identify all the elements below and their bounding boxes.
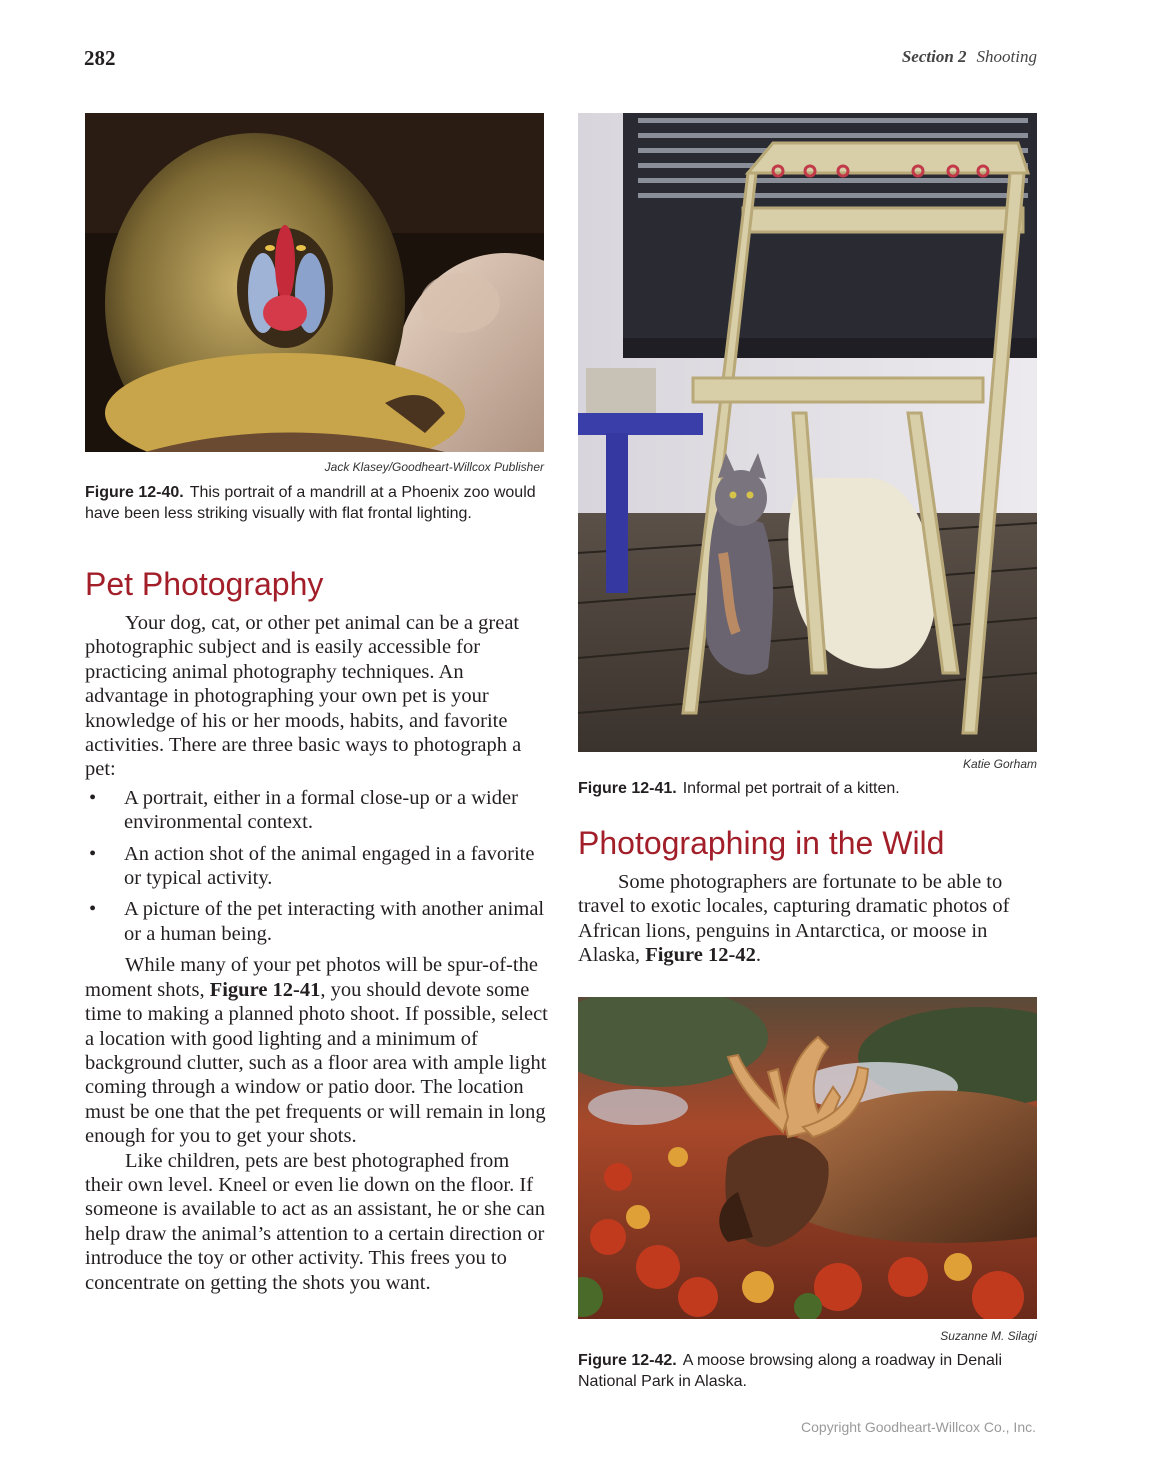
wild-photography-heading: Photographing in the Wild xyxy=(578,825,945,861)
running-header xyxy=(902,47,1037,67)
mandrill-photo xyxy=(85,113,544,452)
figure-12-42-text: A moose browsing along a roadway in Denali National Park in Alaska. xyxy=(578,1352,1002,1390)
kitten-chair-illustration xyxy=(578,113,1037,752)
kitten-photo xyxy=(578,113,1037,752)
list-item: • An action shot of the animal engaged in a favorite or typical activity. xyxy=(89,842,535,890)
section-title: Shooting xyxy=(976,47,1037,66)
figure-reference: Figure 12-42 xyxy=(645,944,756,967)
bullet-marker: • xyxy=(89,842,97,865)
section-label: Section 2 xyxy=(901,47,967,66)
pet-planned-shoot-paragraph: While many of your pet photos will be spur-of-the moment shots, Figure 12-41, you should devote some time to making a planned photo shoot. If possible, select a location with good lighting and a minimum of background clutter, such as a floor area with ample light coming through a window or patio door. The location must be one that the pet frequents or will remain in long enough for you to get your shots. xyxy=(85,954,548,1148)
pet-intro-paragraph: Your dog, cat, or other pet animal can be a great photographic subject and is easily accessible for practicing animal photography techniques. An advantage in photographing your own pet is your knowledge of his or her moods, habits, and favorite activities. There are three basic ways to photograph a pet: xyxy=(85,612,522,781)
figure-12-41-text: Informal pet portrait of a kitten. xyxy=(682,780,900,797)
figure-12-41-credit: Katie Gorham xyxy=(962,757,1037,771)
figure-12-40-credit: Jack Klasey/Goodheart-Willcox Publisher xyxy=(324,460,544,474)
copyright-notice: Copyright Goodheart-Willcox Co., Inc. xyxy=(801,1419,1036,1435)
list-item: • A picture of the pet interacting with another animal or a human being. xyxy=(89,898,545,945)
pet-methods-list xyxy=(85,786,550,946)
figure-12-40-label: Figure 12-40. xyxy=(85,484,184,501)
figure-12-41-label: Figure 12-41. xyxy=(578,780,677,797)
moose-illustration xyxy=(578,997,1037,1319)
pet-photography-heading: Pet Photography xyxy=(85,566,324,602)
figure-12-41-caption xyxy=(578,778,1040,799)
figure-reference: Figure 12-41 xyxy=(209,978,321,1001)
bullet-marker: • xyxy=(89,786,97,809)
wild-intro-paragraph: Some photographers are fortunate to be able to travel to exotic locales, capturing dramatic photos of African lions, penguins in Antarctica, or moose in Alaska, Figure 12-42. xyxy=(578,871,1010,967)
mandrill-illustration xyxy=(85,113,544,452)
figure-12-40-text: This portrait of a mandrill at a Phoenix zoo would have been less striking visually with flat frontal lighting. xyxy=(85,484,536,522)
page-number: 282 xyxy=(84,46,116,70)
list-item: • A portrait, either in a formal close-up or a wider environmental context. xyxy=(89,786,518,834)
figure-12-42-credit: Suzanne M. Silagi xyxy=(940,1329,1037,1343)
moose-photo xyxy=(578,997,1037,1319)
pet-photography-body xyxy=(85,611,550,1295)
pet-eye-level-paragraph: Like children, pets are best photographed from their own level. Kneel or even lie down on the floor. If someone is available to act as an assistant, he or she can help draw the animal’s attention to a certain direction or introduce the toy or other activity. This frees you to concentrate on getting the shots you want. xyxy=(85,1149,545,1294)
figure-12-40-caption xyxy=(85,482,547,524)
bullet-marker: • xyxy=(89,898,97,921)
wild-photography-body xyxy=(578,870,1043,968)
figure-12-42-label: Figure 12-42. xyxy=(578,1352,677,1369)
figure-12-42-caption xyxy=(578,1350,1040,1392)
